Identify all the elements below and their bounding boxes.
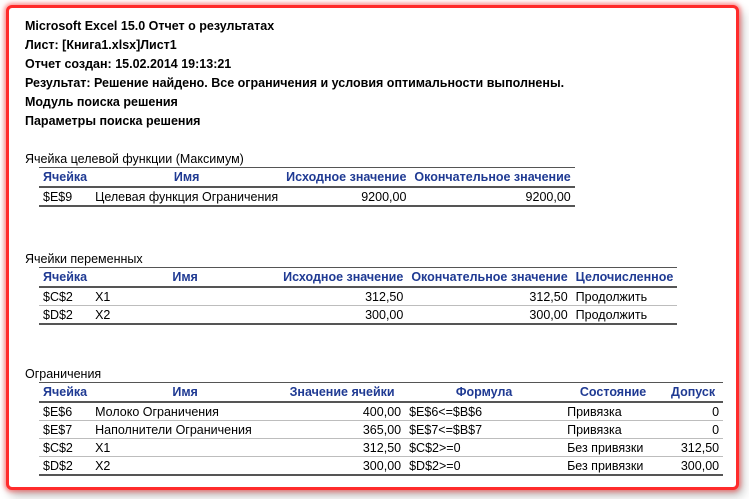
- report-result: Результат: Решение найдено. Все ограничения и условия оптимальности выполнены.: [25, 76, 565, 90]
- cell-name: X2: [91, 457, 279, 476]
- constraints-table: [39, 382, 723, 476]
- cell-integer: Продолжить: [572, 287, 678, 306]
- report-frame: [6, 5, 739, 490]
- table-header-row: [39, 383, 723, 403]
- cell-ref: $C$2: [39, 439, 91, 457]
- cell-formula: $E$6<=$B$6: [405, 402, 563, 421]
- variables-section-title: Ячейки переменных: [25, 252, 143, 266]
- table-row: [39, 439, 723, 457]
- variables-table: [39, 267, 677, 325]
- cell-slack: 300,00: [663, 457, 723, 476]
- cell-slack: 0: [663, 402, 723, 421]
- cell-final: 312,50: [407, 287, 571, 306]
- cell-name: X1: [91, 439, 279, 457]
- col-header: Окончательное значение: [410, 168, 574, 188]
- constraints-section-title: Ограничения: [25, 367, 102, 381]
- cell-status: Привязка: [563, 402, 663, 421]
- cell-name: Молоко Ограничения: [91, 402, 279, 421]
- col-header: Ячейка: [39, 383, 91, 403]
- col-header: Значение ячейки: [279, 383, 405, 403]
- cell-status: Без привязки: [563, 457, 663, 476]
- col-header: Допуск: [663, 383, 723, 403]
- cell-value: 365,00: [279, 421, 405, 439]
- cell-ref: $D$2: [39, 457, 91, 476]
- cell-ref: $E$9: [39, 187, 91, 206]
- cell-final: 9200,00: [410, 187, 574, 206]
- cell-name: Наполнители Ограничения: [91, 421, 279, 439]
- cell-name: X2: [91, 306, 279, 325]
- col-header: Исходное значение: [282, 168, 410, 188]
- cell-name: Целевая функция Ограничения: [91, 187, 282, 206]
- cell-ref: $D$2: [39, 306, 91, 325]
- cell-formula: $C$2>=0: [405, 439, 563, 457]
- table-header-row: [39, 168, 575, 188]
- cell-ref: $E$6: [39, 402, 91, 421]
- cell-status: Без привязки: [563, 439, 663, 457]
- col-header: Целочисленное: [572, 268, 678, 288]
- table-row: [39, 402, 723, 421]
- cell-value: 312,50: [279, 439, 405, 457]
- cell-value: 300,00: [279, 457, 405, 476]
- cell-ref: $C$2: [39, 287, 91, 306]
- col-header: Имя: [91, 268, 279, 288]
- report-content: [25, 19, 736, 487]
- cell-integer: Продолжить: [572, 306, 678, 325]
- cell-initial: 312,50: [279, 287, 407, 306]
- cell-final: 300,00: [407, 306, 571, 325]
- objective-section-title: Ячейка целевой функции (Максимум): [25, 152, 244, 166]
- col-header: Имя: [91, 168, 282, 188]
- col-header: Ячейка: [39, 168, 91, 188]
- cell-value: 400,00: [279, 402, 405, 421]
- table-row: [39, 306, 677, 325]
- report-module: Модуль поиска решения: [25, 95, 178, 109]
- col-header: Исходное значение: [279, 268, 407, 288]
- report-sheet: Лист: [Книга1.xlsx]Лист1: [25, 38, 177, 52]
- table-row: [39, 187, 575, 206]
- report-title: Microsoft Excel 15.0 Отчет о результатах: [25, 19, 275, 33]
- objective-table: [39, 167, 575, 207]
- report-params: Параметры поиска решения: [25, 114, 201, 128]
- col-header: Формула: [405, 383, 563, 403]
- cell-formula: $E$7<=$B$7: [405, 421, 563, 439]
- table-row: [39, 287, 677, 306]
- cell-formula: $D$2>=0: [405, 457, 563, 476]
- cell-ref: $E$7: [39, 421, 91, 439]
- table-row: [39, 457, 723, 476]
- col-header: Ячейка: [39, 268, 91, 288]
- report-created: Отчет создан: 15.02.2014 19:13:21: [25, 57, 232, 71]
- col-header: Окончательное значение: [407, 268, 571, 288]
- cell-initial: 9200,00: [282, 187, 410, 206]
- cell-name: X1: [91, 287, 279, 306]
- col-header: Имя: [91, 383, 279, 403]
- table-row: [39, 421, 723, 439]
- cell-slack: 312,50: [663, 439, 723, 457]
- cell-slack: 0: [663, 421, 723, 439]
- cell-initial: 300,00: [279, 306, 407, 325]
- col-header: Состояние: [563, 383, 663, 403]
- cell-status: Привязка: [563, 421, 663, 439]
- table-header-row: [39, 268, 677, 288]
